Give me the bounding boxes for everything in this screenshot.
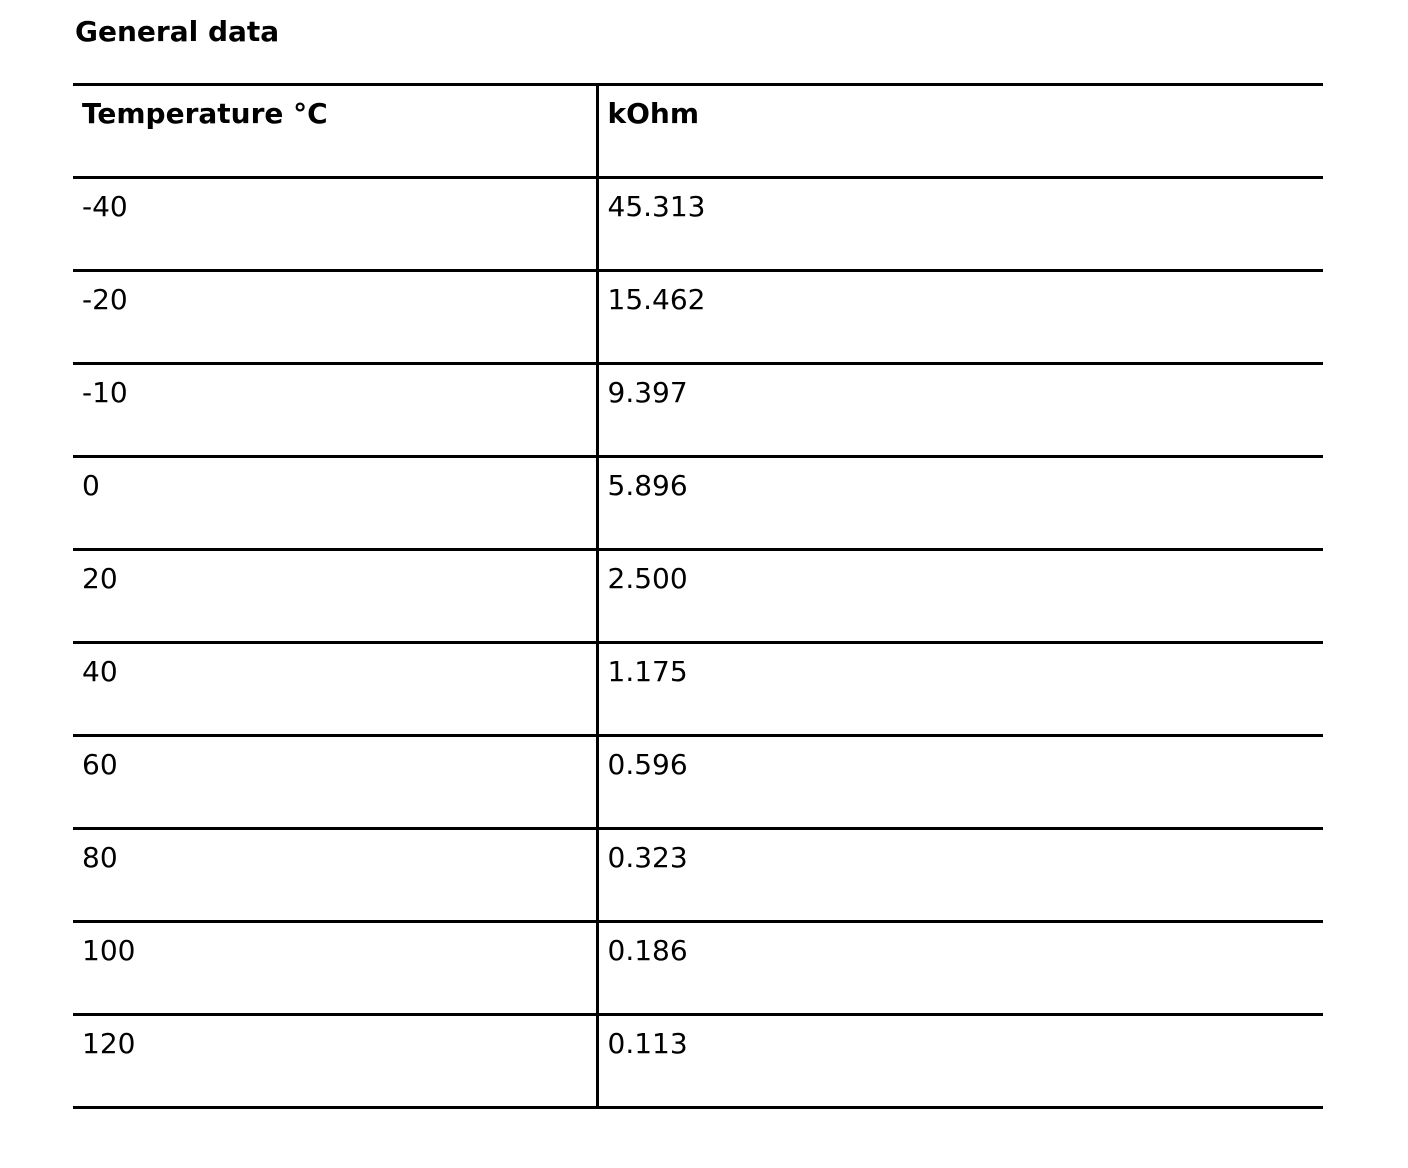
temperature-cell: 60 xyxy=(73,736,597,829)
temperature-cell: 0 xyxy=(73,457,597,550)
resistance-cell: 0.323 xyxy=(597,829,1323,922)
resistance-cell: 15.462 xyxy=(597,271,1323,364)
table-row xyxy=(73,271,1323,364)
temperature-cell: -20 xyxy=(73,271,597,364)
table-row xyxy=(73,736,1323,829)
page-title: General data xyxy=(75,15,280,48)
table-row xyxy=(73,1015,1323,1108)
table-row xyxy=(73,457,1323,550)
temperature-cell: -10 xyxy=(73,364,597,457)
temperature-cell: 40 xyxy=(73,643,597,736)
table-row xyxy=(73,364,1323,457)
table-row xyxy=(73,922,1323,1015)
resistance-cell: 0.186 xyxy=(597,922,1323,1015)
resistance-cell: 9.397 xyxy=(597,364,1323,457)
resistance-cell: 2.500 xyxy=(597,550,1323,643)
data-table xyxy=(73,83,1323,1109)
temperature-cell: 80 xyxy=(73,829,597,922)
column-header-resistance: kOhm xyxy=(597,85,1323,178)
table-row xyxy=(73,643,1323,736)
resistance-cell: 0.596 xyxy=(597,736,1323,829)
temperature-cell: -40 xyxy=(73,178,597,271)
resistance-cell: 5.896 xyxy=(597,457,1323,550)
table-row xyxy=(73,829,1323,922)
temperature-cell: 20 xyxy=(73,550,597,643)
resistance-cell: 45.313 xyxy=(597,178,1323,271)
table-row xyxy=(73,550,1323,643)
table-row xyxy=(73,178,1323,271)
column-header-temperature: Temperature °C xyxy=(73,85,597,178)
resistance-cell: 0.113 xyxy=(597,1015,1323,1108)
temperature-cell: 120 xyxy=(73,1015,597,1108)
temperature-cell: 100 xyxy=(73,922,597,1015)
resistance-cell: 1.175 xyxy=(597,643,1323,736)
table-header-row xyxy=(73,85,1323,178)
